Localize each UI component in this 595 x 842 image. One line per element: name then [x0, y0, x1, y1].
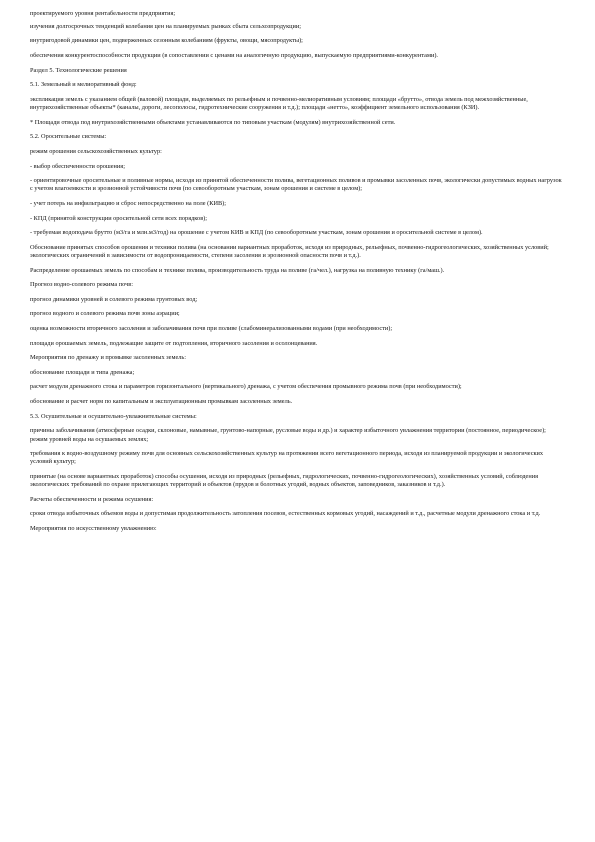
paragraph: обоснование и расчет норм по капитальным и эксплуатационным промывкам засоленных земель. — [30, 398, 293, 406]
paragraph: проектируемого уровня рентабельности предприятия; — [30, 10, 176, 17]
paragraph: оценка возможности вторичного засоления и заболачивания почв при поливе (слабоминерализованными водами (при необходимости); — [30, 325, 393, 333]
paragraph: изучения долгосрочных тенденций колебания цен на планируемых рынках сбыта сельхозпродукции; — [30, 22, 301, 30]
list-item: - выбор обеспеченности орошения; — [30, 162, 125, 170]
paragraph: расчет модуля дренажного стока и параметров горизонтального (вертикального) дренажа, с учетом обеспечения промывного режима почв (при необходимости); — [30, 383, 462, 391]
list-item: - требуемая водоподача брутто (м3/га и млн.м3/год) на орошение с учетом КИВ и КПД (по севооборотным участкам, зонам орошения и оросительной системе в целом). — [30, 229, 483, 237]
paragraph: Обоснование принятых способов орошения и техники полива (на основании вариантных проработок, исходя из природных, рельефных, почвенно-гидрогеологических, хозяйственных условий; экологических ограничений в зависимости от водопроницаемости, степени засоления и эрозионной опасности почв и т.д.). — [30, 243, 549, 260]
paragraph-heading: Расчеты обеспеченности и режима осушения: — [30, 495, 154, 503]
paragraph: режим орошения сельскохозяйственных культур: — [30, 147, 162, 155]
paragraph: площади орошаемых земель, подлежащие защите от подтопления, вторичного засоления и осолонцевания. — [30, 339, 318, 347]
paragraph: обоснование площади и типа дренажа; — [30, 368, 135, 376]
paragraph: внутригодовой динамики цен, подверженных сезонным колебаниям (фрукты, овощи, мясопродукты); — [30, 37, 303, 45]
paragraph-heading: Мероприятия по искусственному увлажнению: — [30, 525, 157, 533]
paragraph: принятые (на основе вариантных проработок) способы осушения, исходя из природных (рельефных, гидрологических, почвенно-гидрогеологических), хозяйственных условий, соблюдения экологических требований по охране прилегающих территорий и объектов (прудов и болотных угодий, водных объектов, заповедников, заказников и т.д.). — [30, 473, 538, 489]
document-page — [30, 10, 565, 540]
section-heading: Раздел 5. Технологические решения — [30, 66, 127, 74]
paragraph-heading: Мероприятия по дренажу и промывке засоленных земель: — [30, 354, 187, 362]
paragraph: прогноз водного и солевого режима почв зоны аэрации; — [30, 310, 180, 318]
paragraph: Распределение орошаемых земель по способам и технике полива, производительность труда на поливе (га/чел.), нагрузка на поливную технику (га/маш.). — [30, 266, 445, 274]
paragraph: экспликация земель с указанием общей (валовой) площади, выделяемых по рельефным и почвенно-мелиоративным условиям; площади «брутто», отвода земель под межхозяйственные, внутрихозяйственные объекты* (каналы, дороги, лесополосы, гидротехнические сооружения и т.д.); площади «нетто», коэффициент земельного использования (КЗИ). — [30, 95, 528, 112]
paragraph: обеспечения конкурентоспособности продукции (в сопоставлении с ценами на аналогичную продукцию, выпускаемую предприятиями-конкурентами). — [30, 52, 438, 60]
list-item: - учет потерь на инфильтрацию и сброс непосредственно на поле (КИВ); — [30, 200, 227, 208]
paragraph: причины заболачивания (атмосферные осадки, склоновые, намывные, грунтово-напорные, русловые воды и др.) и характер избыточного увлажнения территории (постоянное, периодическое); режим уровней воды на осушаемых землях; — [30, 427, 546, 443]
subsection-heading: 5.1. Земельный и мелиоративный фонд: — [30, 81, 137, 89]
paragraph: сроки отвода избыточных объемов воды и допустимая продолжительность затопления посевов, естественных кормовых угодий, насаждений и т.д., расчетные модули дренажного стока и т.д. — [30, 510, 541, 518]
paragraph-heading: Прогноз водно-солевого режима почв: — [30, 281, 133, 289]
paragraph: прогноз динамики уровней и солевого режима грунтовых вод; — [30, 295, 198, 303]
footnote: * Площади отвода под внутрихозяйственными объектами устанавливаются по типовым участкам (модулям) внутрихозяйственной сети. — [30, 118, 396, 126]
subsection-heading: 5.3. Осушительные и осушительно-увлажнительные системы: — [30, 412, 197, 420]
subsection-heading: 5.2. Оросительные системы: — [30, 133, 107, 141]
list-item: - КПД (принятой конструкции оросительной сети всех порядков); — [30, 214, 208, 222]
paragraph: требования к водно-воздушному режиму почв для основных сельскохозяйственных культур на протяжении всего вегетационного периода, исходя из планируемой продукции и экологических условий культур; — [30, 450, 544, 466]
list-item: - ориентировочные оросительные и поливные нормы, исходя из принятой обеспеченности полива, вегетационных поливов и промывки засоленных почв, экологически допустимых водных нагрузок с учетом влагоемкости и эрозионной устойчивости почв (по севооборотным участкам, зонам орошения и системе в целом); — [30, 177, 562, 193]
